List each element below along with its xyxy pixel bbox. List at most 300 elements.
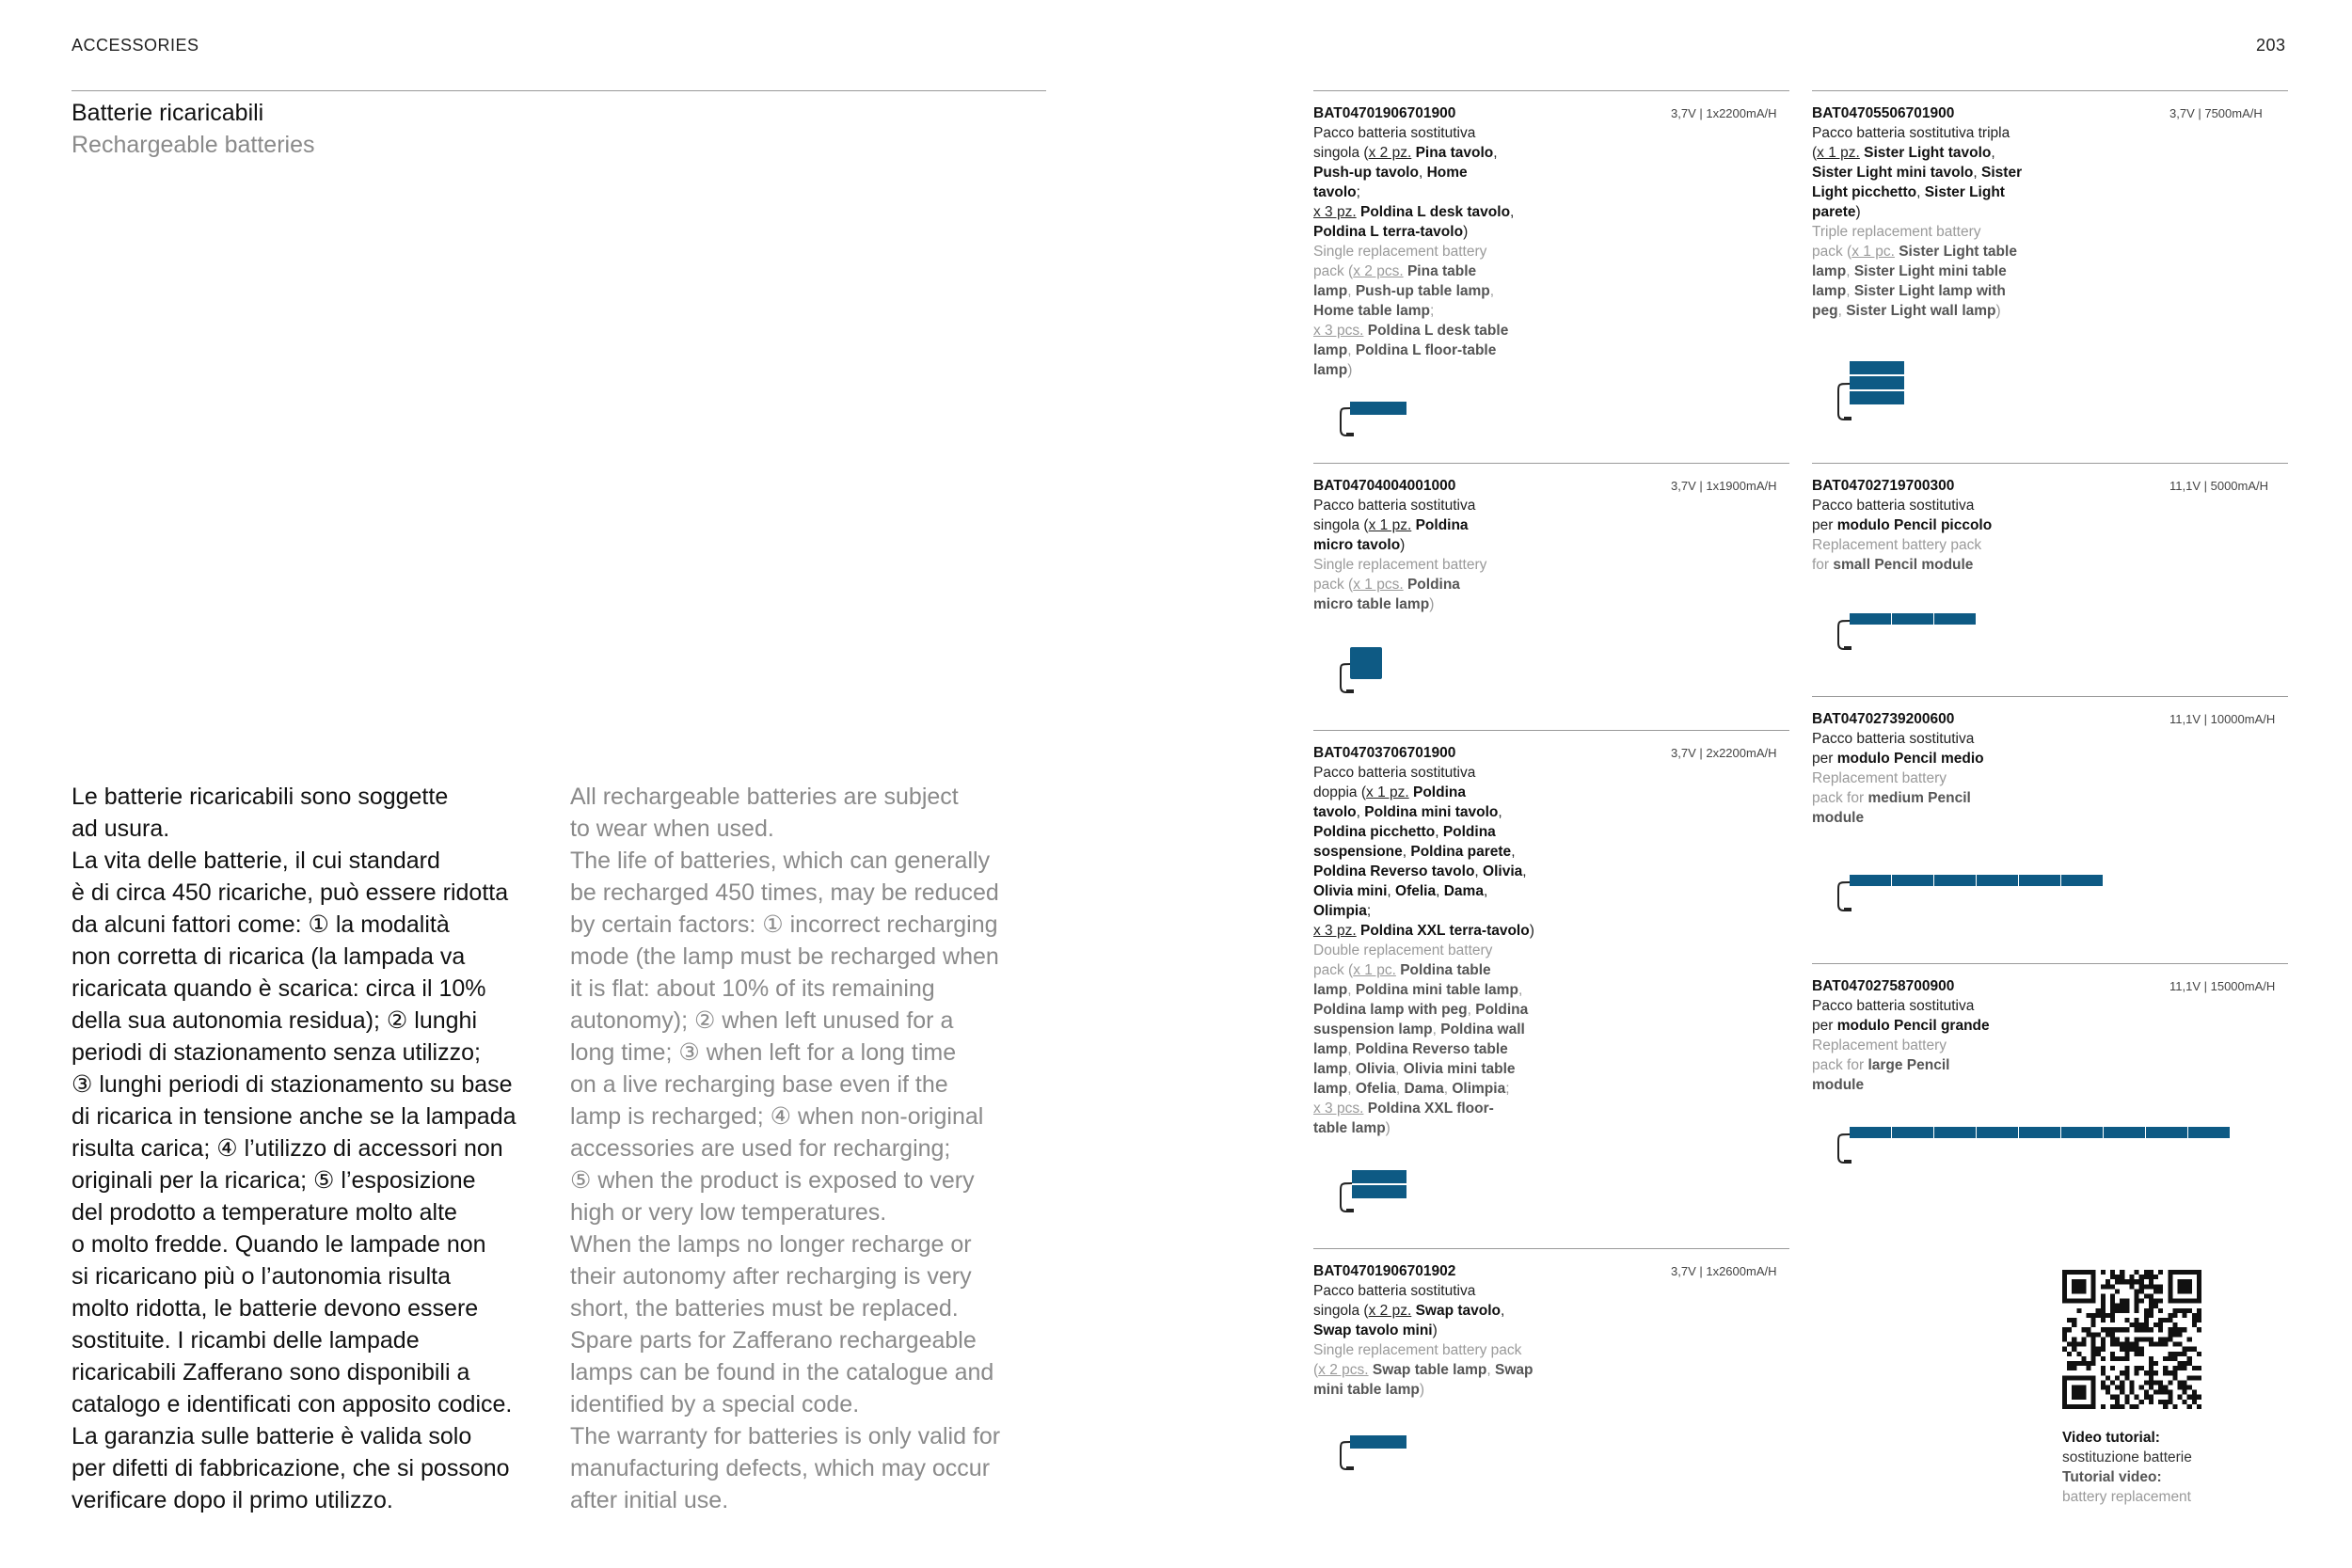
body-line: del prodotto a temperature molto alte <box>72 1199 457 1226</box>
body-line: per difetti di fabbricazione, che si possono <box>72 1455 510 1481</box>
item-divider <box>1313 90 1789 91</box>
description-en-line <box>1313 341 1793 360</box>
description-text: x 3 pcs. <box>1313 323 1364 339</box>
product-name: Poldina L terra-tavolo <box>1313 224 1464 240</box>
description-it-line <box>1313 921 1793 941</box>
description-text: pack for <box>1812 1057 1868 1073</box>
description-en-line <box>1313 1360 1793 1380</box>
battery-item <box>1313 1261 1793 1400</box>
description-it-line <box>1313 1301 1793 1321</box>
description-text: ) <box>1995 303 2001 319</box>
product-name: Poldina table <box>1400 962 1491 978</box>
product-name: Sister Light tavolo <box>1864 145 1992 161</box>
body-line: catalogo e identificati con apposito codice. <box>72 1391 513 1418</box>
description-text: for <box>1812 557 1834 573</box>
battery-item <box>1812 103 2292 321</box>
description-en-line <box>1313 941 1793 960</box>
product-name: Poldina Reverso tavolo <box>1313 863 1475 879</box>
battery-spec: 3,7V | 7500mA/H <box>2169 106 2263 120</box>
description-text: Pacco batteria sostitutiva <box>1812 731 1975 747</box>
product-name: module <box>1812 810 1865 826</box>
item-divider <box>1812 463 2288 464</box>
description-text: Replacement battery <box>1812 770 1947 786</box>
description-text: x 3 pz. <box>1313 204 1357 220</box>
description-it-line <box>1812 1016 2292 1036</box>
description-it-line <box>1313 535 1793 555</box>
body-line: lamp is recharged; ④ when non-original <box>570 1103 984 1130</box>
product-name: Home table lamp <box>1313 303 1431 319</box>
description-text: Pacco batteria sostitutiva <box>1313 765 1476 781</box>
description-it-line <box>1812 729 2292 749</box>
description-text: ) <box>1347 362 1353 378</box>
description-it-line <box>1313 901 1793 921</box>
description-text: , <box>1916 184 1925 200</box>
product-name: Swap tavolo mini <box>1313 1323 1433 1338</box>
description-text: per <box>1812 1018 1837 1034</box>
product-name: lamp <box>1313 283 1348 299</box>
description-text: , <box>1846 263 1854 279</box>
body-line: it is flat: about 10% of its remaining <box>570 975 935 1002</box>
body-line: All rechargeable batteries are subject <box>570 784 959 810</box>
product-name: lamp <box>1313 362 1348 378</box>
body-line: their autonomy after recharging is very <box>570 1263 972 1290</box>
description-en-line <box>1313 1020 1793 1039</box>
description-text: , <box>1402 844 1411 860</box>
product-name: Olivia <box>1483 863 1523 879</box>
product-name: Dama <box>1443 883 1484 899</box>
product-name: Pina tavolo <box>1415 145 1494 161</box>
description-text: Replacement battery <box>1812 1037 1947 1053</box>
description-text: Single replacement battery pack <box>1313 1342 1522 1358</box>
description-it-line <box>1313 862 1793 881</box>
description-text: ; <box>1505 1081 1510 1097</box>
description-en-line <box>1313 321 1793 341</box>
body-line: to wear when used. <box>570 816 774 842</box>
qr-caption-it-text: sostituzione batterie <box>2062 1449 2192 1465</box>
battery-item <box>1313 476 1793 614</box>
description-text: , <box>1347 283 1356 299</box>
body-line: The life of batteries, which can generally <box>570 847 991 874</box>
body-line: o molto fredde. Quando le lampade non <box>72 1231 486 1258</box>
description-en-line <box>1812 281 2292 301</box>
battery-spec: 3,7V | 1x2200mA/H <box>1671 106 1777 120</box>
description-text: x 2 pcs. <box>1353 263 1404 279</box>
product-name: Poldina L desk table <box>1367 323 1509 339</box>
description-text: , <box>1347 1081 1356 1097</box>
product-name: Swap <box>1494 1362 1534 1378</box>
product-name: Pina table <box>1406 263 1477 279</box>
description-text: x 3 pcs. <box>1313 1101 1364 1117</box>
product-name: Sister Light <box>1924 184 2005 200</box>
description-en-line <box>1812 1055 2292 1075</box>
description-en-line <box>1812 301 2292 321</box>
description-it-line <box>1812 496 2292 515</box>
description-text: , <box>1489 283 1495 299</box>
product-name: Poldina L floor-table <box>1355 342 1497 358</box>
body-line: on a live recharging base even if the <box>570 1071 948 1098</box>
qr-caption-en-text: battery replacement <box>2062 1489 2191 1505</box>
description-text: , <box>1443 1081 1453 1097</box>
description-it-line <box>1313 763 1793 783</box>
description-text: , <box>1483 883 1488 899</box>
page-title: Batterie ricaricabili <box>72 100 264 126</box>
product-name: Poldina mini table lamp <box>1355 982 1518 998</box>
product-name: suspension lamp <box>1313 1022 1433 1037</box>
product-name: Poldina XXL floor- <box>1367 1101 1494 1117</box>
product-name: Poldina parete <box>1410 844 1512 860</box>
description-text: per <box>1812 751 1837 767</box>
description-text: x 3 pz. <box>1313 923 1357 939</box>
description-text: , <box>1837 303 1847 319</box>
description-text: ) <box>1419 1382 1425 1398</box>
qr-code-modules <box>2062 1270 2201 1409</box>
body-line: manufacturing defects, which may occur <box>570 1455 991 1481</box>
product-name: Swap tavolo <box>1415 1303 1502 1319</box>
description-text: , <box>1498 804 1502 820</box>
section-label: ACCESSORIES <box>72 36 199 55</box>
body-line: ricaricata quando è scarica: circa il 10% <box>72 975 486 1002</box>
description-en-line <box>1313 1099 1793 1118</box>
description-text: x 2 pz. <box>1368 145 1412 161</box>
pencil-medium-battery-icon <box>1835 871 2117 916</box>
body-line: be recharged 450 times, may be reduced <box>570 879 999 906</box>
product-name: modulo Pencil grande <box>1836 1018 1990 1034</box>
product-name: lamp <box>1812 263 1847 279</box>
product-code: BAT04702719700300 <box>1812 478 1955 494</box>
description-text: Triple replacement battery <box>1812 224 1981 240</box>
description-en-line <box>1812 1036 2292 1055</box>
description-text: , <box>1991 145 1995 161</box>
description-text: ) <box>1463 224 1469 240</box>
description-it-line <box>1313 783 1793 802</box>
product-name: medium Pencil <box>1867 790 1971 806</box>
description-en-line <box>1313 1340 1793 1360</box>
product-name: Sister Light mini table <box>1853 263 2007 279</box>
description-text: ) <box>1429 596 1435 612</box>
body-text-english <box>570 781 1069 1516</box>
description-en-line <box>1313 1118 1793 1138</box>
description-text: Single replacement battery <box>1313 557 1487 573</box>
product-name: micro table lamp <box>1313 596 1430 612</box>
body-line: ⑤ when the product is exposed to very <box>570 1167 975 1194</box>
description-text: , <box>1501 1303 1505 1319</box>
description-en-line <box>1313 1039 1793 1059</box>
product-name: Poldina XXL terra-tavolo <box>1359 923 1530 939</box>
product-name: mini table lamp <box>1313 1382 1420 1398</box>
description-text: , <box>1418 165 1427 181</box>
product-name: Sister Light wall lamp <box>1846 303 1996 319</box>
product-name: tavolo <box>1313 804 1357 820</box>
description-text: singola ( <box>1313 1303 1369 1319</box>
description-text: ; <box>1366 903 1372 919</box>
battery-item <box>1313 743 1793 1138</box>
description-text: Single replacement battery <box>1313 244 1487 260</box>
body-line: autonomy); ② when left unused for a <box>570 1007 954 1034</box>
description-it-line <box>1313 123 1793 143</box>
body-line: long time; ③ when left for a long time <box>570 1039 957 1066</box>
description-en-line <box>1812 808 2292 828</box>
battery-spec: 3,7V | 1x2600mA/H <box>1671 1264 1777 1278</box>
description-text: x 2 pcs. <box>1318 1362 1369 1378</box>
body-line: When the lamps no longer recharge or <box>570 1231 972 1258</box>
description-en-line <box>1313 1079 1793 1099</box>
description-text: Pacco batteria sostitutiva <box>1812 998 1975 1014</box>
description-en-line <box>1313 980 1793 1000</box>
description-text: pack ( <box>1313 263 1354 279</box>
description-text: , <box>1347 342 1356 358</box>
body-line: mode (the lamp must be recharged when <box>570 943 999 970</box>
description-it-line <box>1313 842 1793 862</box>
product-name: Olimpia <box>1452 1081 1506 1097</box>
qr-caption-en-label: Tutorial video: <box>2062 1469 2162 1485</box>
body-line: periodi di stazionamento senza utilizzo; <box>72 1039 481 1066</box>
product-name: lamp <box>1313 1061 1348 1077</box>
battery-triple-icon <box>1835 357 1910 425</box>
description-text: , <box>1395 1081 1405 1097</box>
body-line: accessories are used for recharging; <box>570 1135 951 1162</box>
body-line: non corretta di ricarica (la lampada va <box>72 943 466 970</box>
qr-caption <box>2062 1428 2192 1507</box>
description-it-line <box>1313 163 1793 182</box>
description-text: , <box>1973 165 1982 181</box>
product-name: parete <box>1812 204 1856 220</box>
product-code: BAT04702739200600 <box>1812 711 1955 727</box>
body-line: sostituite. I ricambi delle lampade <box>72 1327 420 1354</box>
product-name: Poldina lamp with peg <box>1313 1002 1468 1018</box>
description-en-line <box>1313 1380 1793 1400</box>
product-name: Ofelia <box>1355 1081 1396 1097</box>
header-divider <box>72 90 1046 91</box>
product-name: Push-up table lamp <box>1355 283 1490 299</box>
description-text: , <box>1511 844 1516 860</box>
description-text: , <box>1432 1022 1441 1037</box>
body-text-italian <box>72 781 570 1516</box>
description-it-line <box>1812 749 2292 768</box>
description-text: singola ( <box>1313 145 1369 161</box>
item-divider <box>1812 90 2288 91</box>
product-name: Sister Light table <box>1899 244 2017 260</box>
description-text: , <box>1846 283 1854 299</box>
description-text: , <box>1435 824 1443 840</box>
battery-item <box>1812 476 2292 575</box>
battery-single-icon <box>1339 1432 1414 1475</box>
description-text: , <box>1518 982 1523 998</box>
description-text: pack ( <box>1812 244 1852 260</box>
page-subtitle: Rechargeable batteries <box>72 132 315 158</box>
product-name: Olivia <box>1355 1061 1396 1077</box>
product-name: lamp <box>1313 982 1348 998</box>
body-line: by certain factors: ① incorrect recharging <box>570 911 998 938</box>
product-name: Poldina <box>1415 517 1469 533</box>
description-it-line <box>1313 1321 1793 1340</box>
product-name: Poldina mini tavolo <box>1364 804 1499 820</box>
body-line: verificare dopo il primo utilizzo. <box>72 1487 393 1513</box>
description-text: Pacco batteria sostitutiva <box>1313 498 1476 514</box>
product-name: modulo Pencil piccolo <box>1836 517 1993 533</box>
item-divider <box>1812 696 2288 697</box>
battery-single-icon <box>1339 398 1414 441</box>
description-en-line <box>1313 555 1793 575</box>
description-it-line <box>1812 123 2292 143</box>
body-line: Spare parts for Zafferano rechargeable <box>570 1327 977 1354</box>
product-name: Poldina <box>1475 1002 1529 1018</box>
description-text: x 1 pz. <box>1817 145 1860 161</box>
description-text: , <box>1522 863 1527 879</box>
description-text: ) <box>1529 923 1534 939</box>
product-name: Olimpia <box>1313 903 1367 919</box>
description-text: ; <box>1356 184 1360 200</box>
body-line: after initial use. <box>570 1487 729 1513</box>
description-en-line <box>1812 242 2292 261</box>
product-name: Poldina L desk tavolo <box>1359 204 1511 220</box>
description-it-line <box>1313 1281 1793 1301</box>
description-text: , <box>1474 863 1484 879</box>
body-line: della sua autonomia residua); ② lunghi <box>72 1007 478 1034</box>
description-it-line <box>1812 143 2292 163</box>
product-name: Dama <box>1404 1081 1444 1097</box>
description-en-line <box>1812 535 2292 555</box>
description-text: Replacement battery pack <box>1812 537 1982 553</box>
body-line: si ricaricano più o l’autonomia risulta <box>72 1263 451 1290</box>
description-it-line <box>1812 163 2292 182</box>
product-name: lamp <box>1313 1041 1348 1057</box>
product-name: Poldina picchetto <box>1313 824 1436 840</box>
description-text: ) <box>1400 537 1406 553</box>
body-line: molto ridotta, le batterie devono essere <box>72 1295 479 1322</box>
description-en-line <box>1313 594 1793 614</box>
description-text: pack for <box>1812 790 1868 806</box>
description-en-line <box>1812 222 2292 242</box>
description-it-line <box>1313 496 1793 515</box>
body-line: da alcuni fattori come: ① la modalità <box>72 911 450 938</box>
product-name: lamp <box>1313 1081 1348 1097</box>
product-name: Poldina <box>1413 784 1466 800</box>
description-text: x 1 pc. <box>1851 244 1895 260</box>
description-text: doppia ( <box>1313 784 1367 800</box>
description-en-line <box>1313 360 1793 380</box>
body-line: lamps can be found in the catalogue and <box>570 1359 994 1386</box>
product-name: Poldina wall <box>1440 1022 1525 1037</box>
body-line: La vita delle batterie, il cui standard <box>72 847 440 874</box>
product-name: Poldina <box>1406 577 1460 593</box>
description-text: , <box>1436 883 1444 899</box>
product-name: Poldina Reverso table <box>1355 1041 1508 1057</box>
product-name: Olivia mini table <box>1403 1061 1516 1077</box>
description-text: , <box>1387 883 1396 899</box>
description-en-line <box>1812 555 2292 575</box>
description-text: x 1 pcs. <box>1353 577 1404 593</box>
description-text: x 1 pc. <box>1353 962 1396 978</box>
product-code: BAT04701906701900 <box>1313 105 1456 121</box>
product-name: Sister Light lamp with <box>1853 283 2006 299</box>
product-name: lamp <box>1313 342 1348 358</box>
product-name: Sister <box>1981 165 2023 181</box>
body-line: Le batterie ricaricabili sono soggette <box>72 784 449 810</box>
description-it-line <box>1313 222 1793 242</box>
battery-double-icon <box>1339 1164 1414 1217</box>
description-text: ( <box>1313 1362 1319 1378</box>
description-en-line <box>1313 575 1793 594</box>
qr-code-icon[interactable] <box>2062 1270 2201 1409</box>
product-name: sospensione <box>1313 844 1403 860</box>
product-name: Push-up tavolo <box>1313 165 1419 181</box>
description-en-line <box>1313 242 1793 261</box>
pencil-small-battery-icon <box>1835 610 1985 655</box>
description-it-line <box>1812 182 2292 202</box>
description-text: x 1 pz. <box>1366 784 1409 800</box>
body-line: identified by a special code. <box>570 1391 860 1418</box>
product-code: BAT04703706701900 <box>1313 745 1456 761</box>
product-name: Home <box>1426 165 1468 181</box>
body-line: di ricarica in tensione anche se la lampada <box>72 1103 516 1130</box>
description-text: x 1 pz. <box>1368 517 1412 533</box>
description-text: ; <box>1430 303 1435 319</box>
description-it-line <box>1812 996 2292 1016</box>
description-text: Pacco batteria sostitutiva tripla <box>1812 125 2010 141</box>
qr-caption-it-label: Video tutorial: <box>2062 1430 2160 1446</box>
description-text: Pacco batteria sostitutiva <box>1812 498 1975 514</box>
product-name: lamp <box>1812 283 1847 299</box>
product-name: Olivia mini <box>1313 883 1388 899</box>
description-text: singola ( <box>1313 517 1369 533</box>
description-en-line <box>1313 1059 1793 1079</box>
body-line: è di circa 450 ricariche, può essere ridotta <box>72 879 509 906</box>
description-en-line <box>1313 960 1793 980</box>
product-name: micro tavolo <box>1313 537 1401 553</box>
description-it-line <box>1812 515 2292 535</box>
description-text: , <box>1395 1061 1404 1077</box>
item-divider <box>1313 730 1789 731</box>
product-name: tavolo <box>1313 184 1357 200</box>
description-en-line <box>1812 788 2292 808</box>
pencil-large-battery-icon <box>1835 1123 2239 1168</box>
description-en-line <box>1313 301 1793 321</box>
battery-spec: 11,1V | 5000mA/H <box>2169 479 2269 493</box>
body-line: ricaricabili Zafferano sono disponibili a <box>72 1359 470 1386</box>
description-text: Pacco batteria sostitutiva <box>1313 125 1476 141</box>
battery-item <box>1313 103 1793 380</box>
page-number: 203 <box>2256 36 2286 55</box>
description-text: , <box>1510 204 1515 220</box>
description-text: pack ( <box>1313 577 1354 593</box>
product-code: BAT04702758700900 <box>1812 978 1955 994</box>
product-name: small Pencil module <box>1833 557 1974 573</box>
description-text: , <box>1356 804 1365 820</box>
product-name: table lamp <box>1313 1120 1386 1136</box>
description-text: ) <box>1432 1323 1438 1338</box>
body-line: ad usura. <box>72 816 170 842</box>
description-text: per <box>1812 517 1837 533</box>
description-it-line <box>1812 202 2292 222</box>
battery-item <box>1812 709 2292 828</box>
description-en-line <box>1313 261 1793 281</box>
description-text: ( <box>1812 145 1818 161</box>
description-it-line <box>1313 822 1793 842</box>
body-line: risulta carica; ④ l’utilizzo di accessori non <box>72 1135 503 1162</box>
description-text: pack ( <box>1313 962 1354 978</box>
item-divider <box>1313 1248 1789 1249</box>
description-text: ) <box>1855 204 1861 220</box>
battery-spec: 11,1V | 10000mA/H <box>2169 712 2276 726</box>
item-divider <box>1313 463 1789 464</box>
product-name: Light picchetto <box>1812 184 1917 200</box>
description-text: , <box>1467 1002 1476 1018</box>
product-code: BAT04705506701900 <box>1812 105 1955 121</box>
battery-spec: 11,1V | 15000mA/H <box>2169 979 2276 993</box>
description-it-line <box>1313 143 1793 163</box>
item-divider <box>1812 963 2288 964</box>
description-en-line <box>1313 1000 1793 1020</box>
